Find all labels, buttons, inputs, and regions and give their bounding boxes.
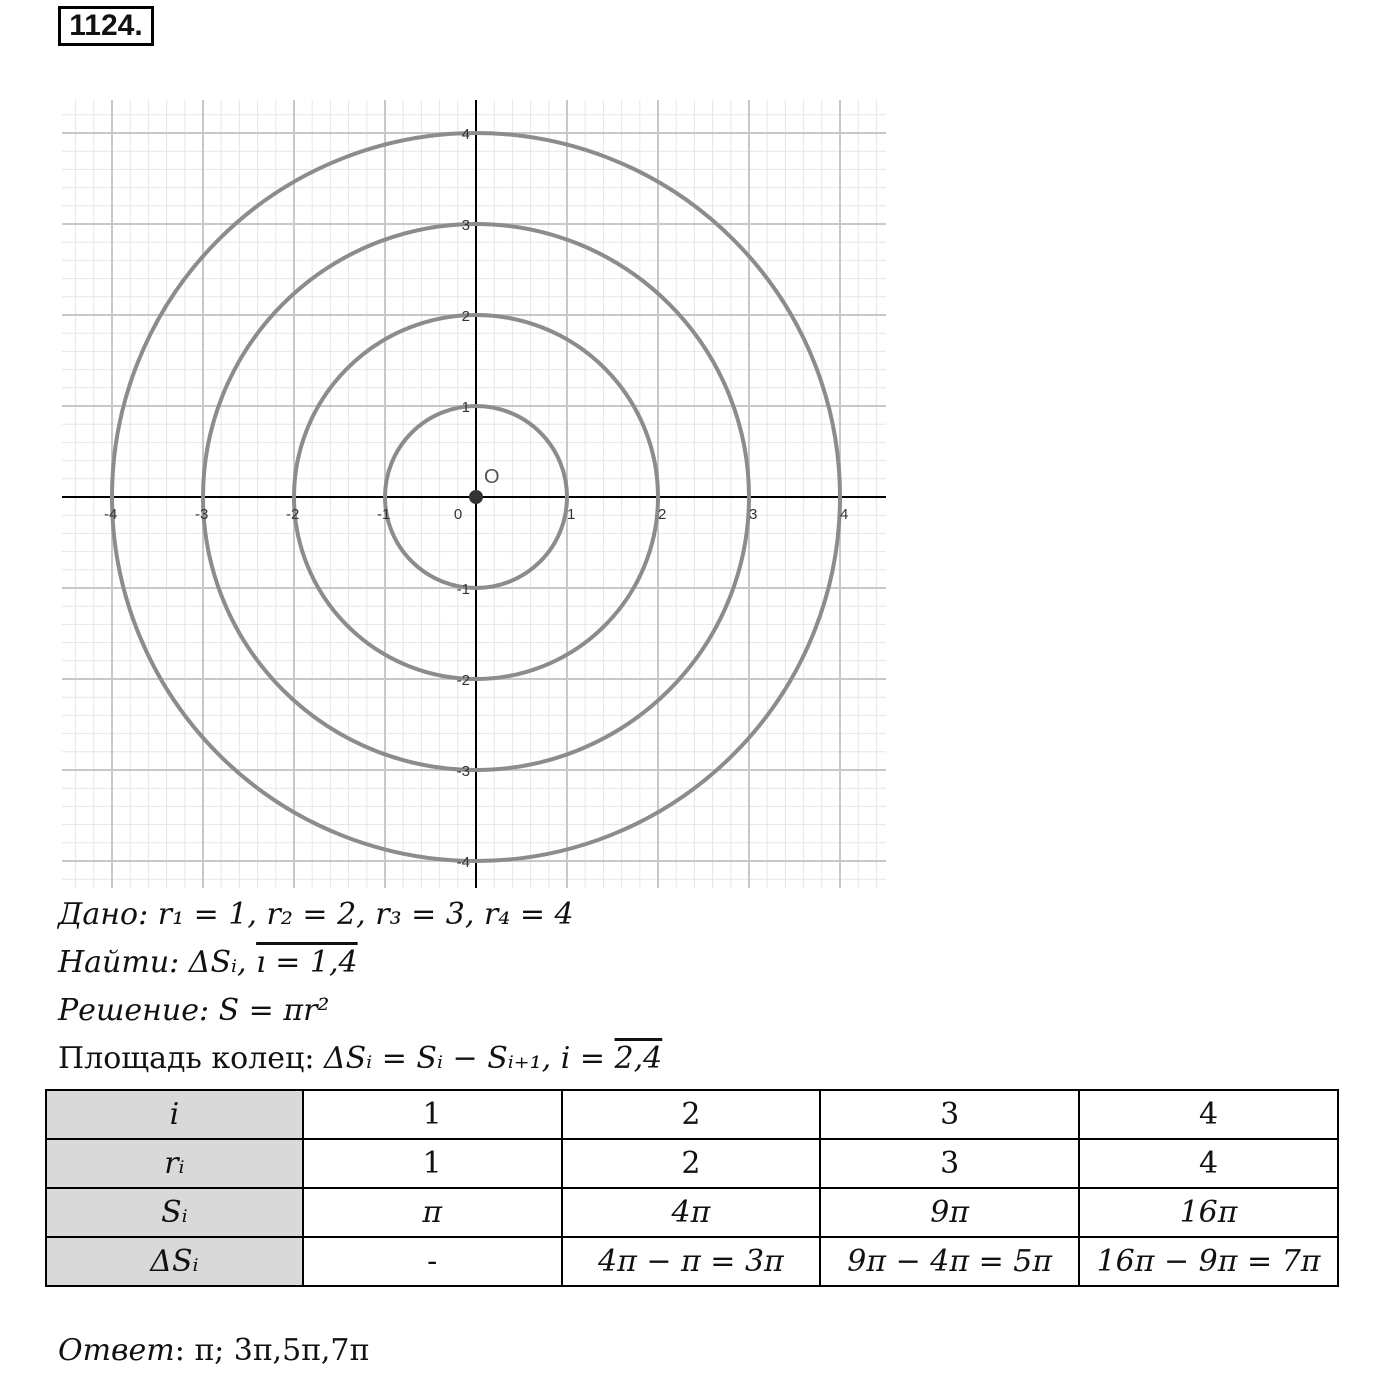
x-tick-label: -4 [104,506,118,523]
find-label: Найти [58,945,170,980]
table-cell: 4π [562,1188,821,1237]
table-cell: 16π − 9π = 7π [1079,1237,1338,1286]
given-line [58,897,574,932]
table-cell: - [303,1237,562,1286]
x-tick-label: -2 [286,506,300,523]
find-expr: : ΔSᵢ, [169,945,257,980]
rings-index-range: 2,4 [614,1041,663,1076]
table-row [46,1188,1338,1237]
y-tick-label: 4 [461,126,470,143]
answer-line [58,1333,369,1368]
y-tick-label: 3 [461,217,470,234]
y-tick-label: -2 [456,672,470,689]
table-cell: 4π − π = 3π [562,1237,821,1286]
x-tick-label: 4 [840,506,849,523]
given-label: Дано [58,897,139,932]
answer-label: Ответ [58,1333,175,1368]
table-cell: 3 [820,1139,1079,1188]
y-tick-label: -4 [456,854,470,871]
x-tick-label: 2 [658,506,667,523]
table-cell: 2 [562,1139,821,1188]
origin-point [469,490,483,504]
table-cell: 9π [820,1188,1079,1237]
table-cell: 9π − 4π = 5π [820,1237,1079,1286]
table-cell: 3 [820,1090,1079,1139]
table-cell: π [303,1188,562,1237]
table-cell: 4 [1079,1139,1338,1188]
values-table [45,1089,1339,1287]
y-tick-label: -1 [456,581,470,598]
table-row [46,1139,1338,1188]
answer-expr: : π; 3π,5π,7π [174,1333,370,1368]
x-tick-label: 1 [567,506,576,523]
origin-label: O [484,466,500,488]
y-tick-label: -3 [456,763,470,780]
solution-line [58,993,329,1028]
table-cell: 1 [303,1139,562,1188]
solution-expr: : S = πr² [198,993,330,1028]
x-tick-label: -3 [195,506,209,523]
y-tick-label: 2 [461,308,470,325]
row-head: ΔSᵢ [46,1237,303,1286]
x-tick-label: 0 [453,506,463,523]
table-cell: 4 [1079,1090,1338,1139]
x-tick-label: 3 [749,506,758,523]
table-row [46,1090,1338,1139]
table-cell: 16π [1079,1188,1338,1237]
circles-graph [0,0,900,900]
row-head: i [46,1090,303,1139]
row-head: rᵢ [46,1139,303,1188]
solution-label: Решение [58,993,199,1028]
table-cell: 2 [562,1090,821,1139]
table-cell: 1 [303,1090,562,1139]
row-head: Sᵢ [46,1188,303,1237]
find-line [58,945,358,980]
rings-label: Площадь колец: [58,1041,315,1076]
y-tick-label: 1 [461,399,470,416]
rings-expr: ΔSᵢ = Sᵢ − Sᵢ₊₁, i = [314,1041,615,1076]
problem-number: 1124. [58,6,154,46]
find-index-range: ı = 1,4 [256,945,358,980]
rings-line [58,1041,662,1076]
table-row [46,1237,1338,1286]
given-expr: : r₁ = 1, r₂ = 2, r₃ = 3, r₄ = 4 [138,897,574,932]
x-tick-label: -1 [377,506,391,523]
